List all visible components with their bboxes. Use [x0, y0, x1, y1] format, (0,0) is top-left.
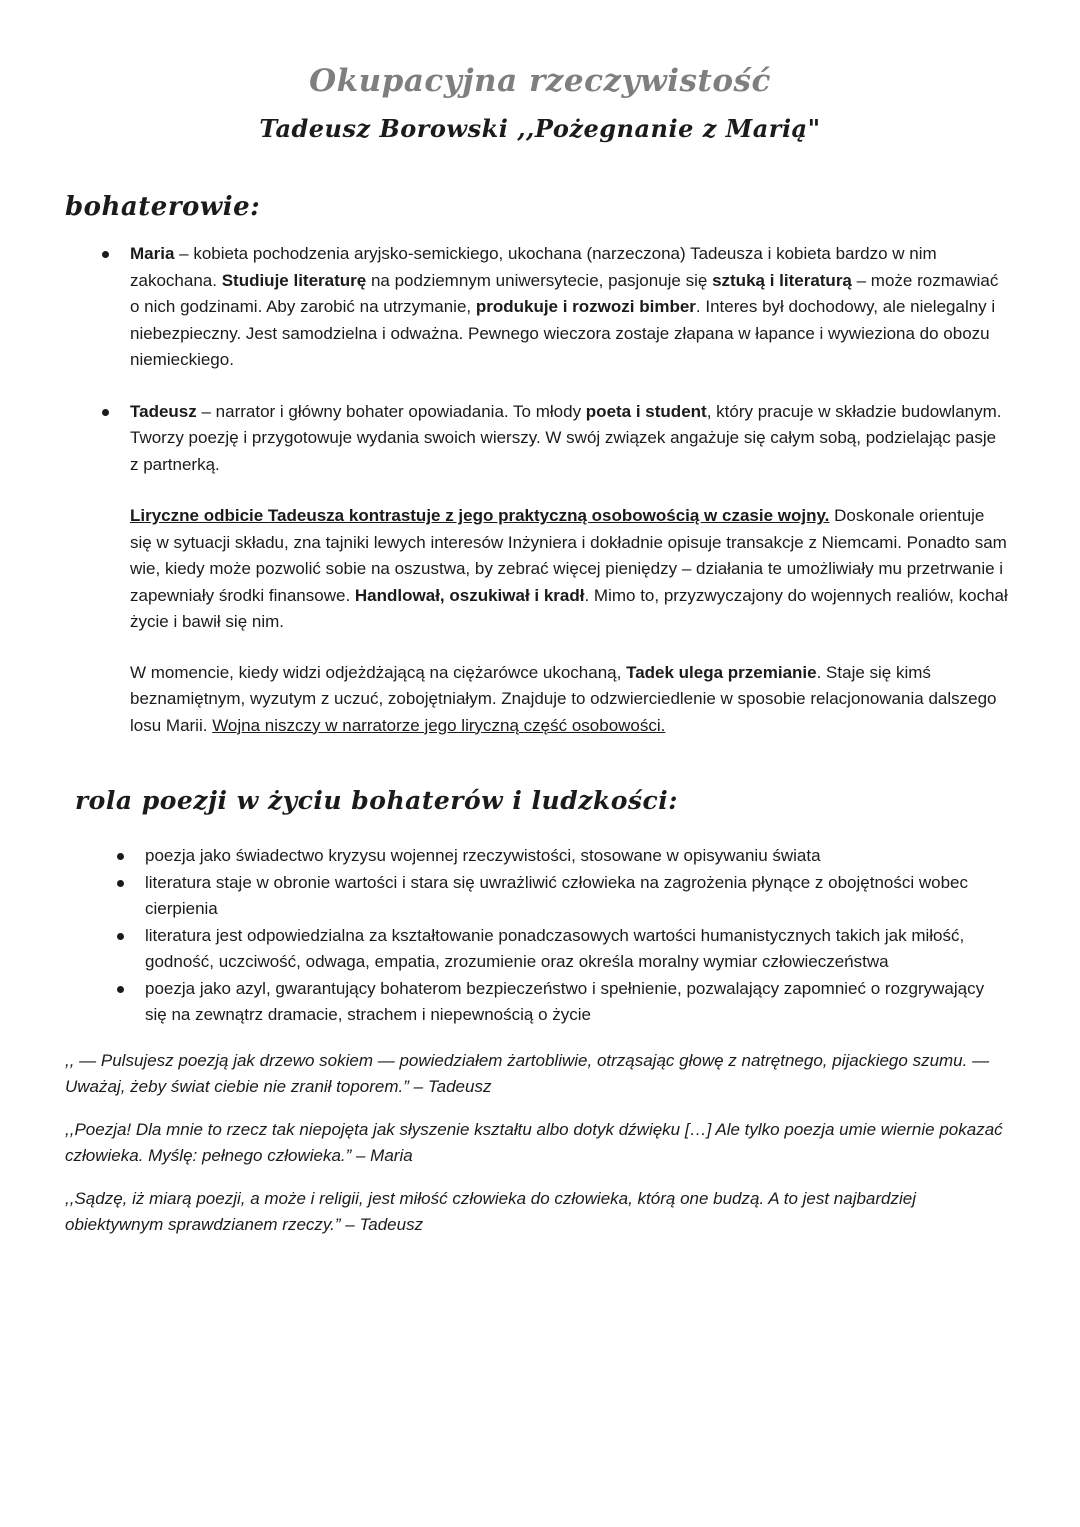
section-heading-rola-poezji: rola poezji w życiu bohaterów i ludzkości: — [75, 786, 678, 815]
list-item — [65, 923, 1010, 976]
quote-maria: ,,Poezja! Dla mnie to rzecz tak niepojęta jak słyszenie kształtu albo dotyk dźwięku […] Ale tylko poezja umie wiernie pokazać człowieka. Myślę: pełnego człowieka.” – Maria — [65, 1119, 1003, 1165]
bullet-icon — [102, 251, 109, 258]
list-item-text: literatura jest odpowiedzialna za kształtowanie ponadczasowych wartości humanistycznych takich jak miłość, godność, uczciwość, odwaga, empatia, zrozumienie oraz określa moralny wymiar człowieczeństwa — [145, 925, 965, 971]
theme-list — [65, 843, 1015, 1029]
bullet-icon — [117, 986, 124, 993]
list-item-text: poezja jako świadectwo kryzysu wojennej rzeczywistości, stosowane w opisywaniu świata — [145, 846, 821, 865]
list-item — [65, 870, 1010, 923]
section-heading-bohaterowie: bohaterowie: — [65, 192, 261, 222]
quotes-block — [65, 1048, 1015, 1239]
paragraph-przemiana-tadka: W momencie, kiedy widzi odjeżdżającą na ciężarówce ukochaną, Tadek ulega przemianie. Staje się kimś beznamiętnym, wyzutym z uczuć, zobojętniałym. Znajduje to odzwierciedlenie w sposobie relacjonowania dalszego losu Marii. Wojna niszczy w narratorze jego liryczną część osobowości. — [130, 662, 997, 735]
list-item-text: literatura staje w obronie wartości i stara się uwrażliwić człowieka na zagrożenia płynące z obojętności wobec cierpienia — [145, 872, 968, 918]
list-item — [65, 976, 1010, 1029]
paragraph-liryczne-odbicie: Liryczne odbicie Tadeusza kontrastuje z jego praktyczną osobowością w czasie wojny. Doskonale orientuje się w sytuacji składu, zna tajniki lewych interesów Inżyniera i dokładnie opisuje transakcje z Niemcami. Ponadto sam wie, kiedy może pozwolić sobie na oszustwa, by zebrać więcej pieniędzy – działania te umożliwiały mu przetrwanie i zapewniały środki finansowe. Handlował, oszukiwał i kradł. Mimo to, przyzwyczajony do wojennych realiów, kochał życie i bawił się nim. — [130, 506, 1008, 631]
character-list — [65, 241, 1015, 478]
list-item-maria — [65, 241, 1005, 374]
quote-tadeusz-1: ,, — Pulsujesz poezją jak drzewo sokiem — powiedziałem żartobliwie, otrząsając głowę z natrętnego, pijackiego szumu. — Uważaj, żeby świat ciebie nie zranił toporem.” – Tadeusz — [65, 1050, 990, 1096]
list-item-tadeusz — [65, 399, 1005, 479]
bullet-icon — [117, 853, 124, 860]
doc-subtitle: Tadeusz Borowski ,,Pożegnanie z Marią" — [259, 114, 821, 143]
list-item-text: poezja jako azyl, gwarantujący bohaterom bezpieczeństwo i spełnienie, pozwalający zapomnieć o rozgrywający się na zewnątrz dramacie, strachem i niepewnością o życie — [145, 978, 985, 1024]
list-item-text: Maria – kobieta pochodzenia aryjsko-semickiego, ukochana (narzeczona) Tadeusza i kobieta bardzo w nim zakochana. Studiuje literaturę na podziemnym uniwersytecie, pasjonuje się sztuką i literaturą – może rozmawiać o nich godzinami. Aby zarobić na utrzymanie, produkuje i rozwozi bimber. Interes był dochodowy, ale nielegalny i niebezpieczny. Jest samodzielna i odważna. Pewnego wieczora zostaje złapana w łapance i wywieziona do obozu niemieckiego. — [130, 244, 999, 369]
bullet-icon — [117, 880, 124, 887]
list-item — [65, 843, 1010, 870]
quote-tadeusz-2: ,,Sądzę, iż miarą poezji, a może i religii, jest miłość człowieka do człowieka, którą one budzą. A to jest najbardziej obiektywnym sprawdzianem rzeczy.” – Tadeusz — [65, 1188, 917, 1234]
bullet-icon — [117, 933, 124, 940]
doc-title: Okupacyjna rzeczywistość — [309, 63, 771, 99]
bullet-icon — [102, 409, 109, 416]
list-item-text: Tadeusz – narrator i główny bohater opowiadania. To młody poeta i student, który pracuje w składzie budowlanym. Tworzy poezję i przygotowuje wydania swoich wierszy. W swój związek angażuje się całym sobą, podzielając pasje z partnerką. — [130, 401, 1002, 474]
